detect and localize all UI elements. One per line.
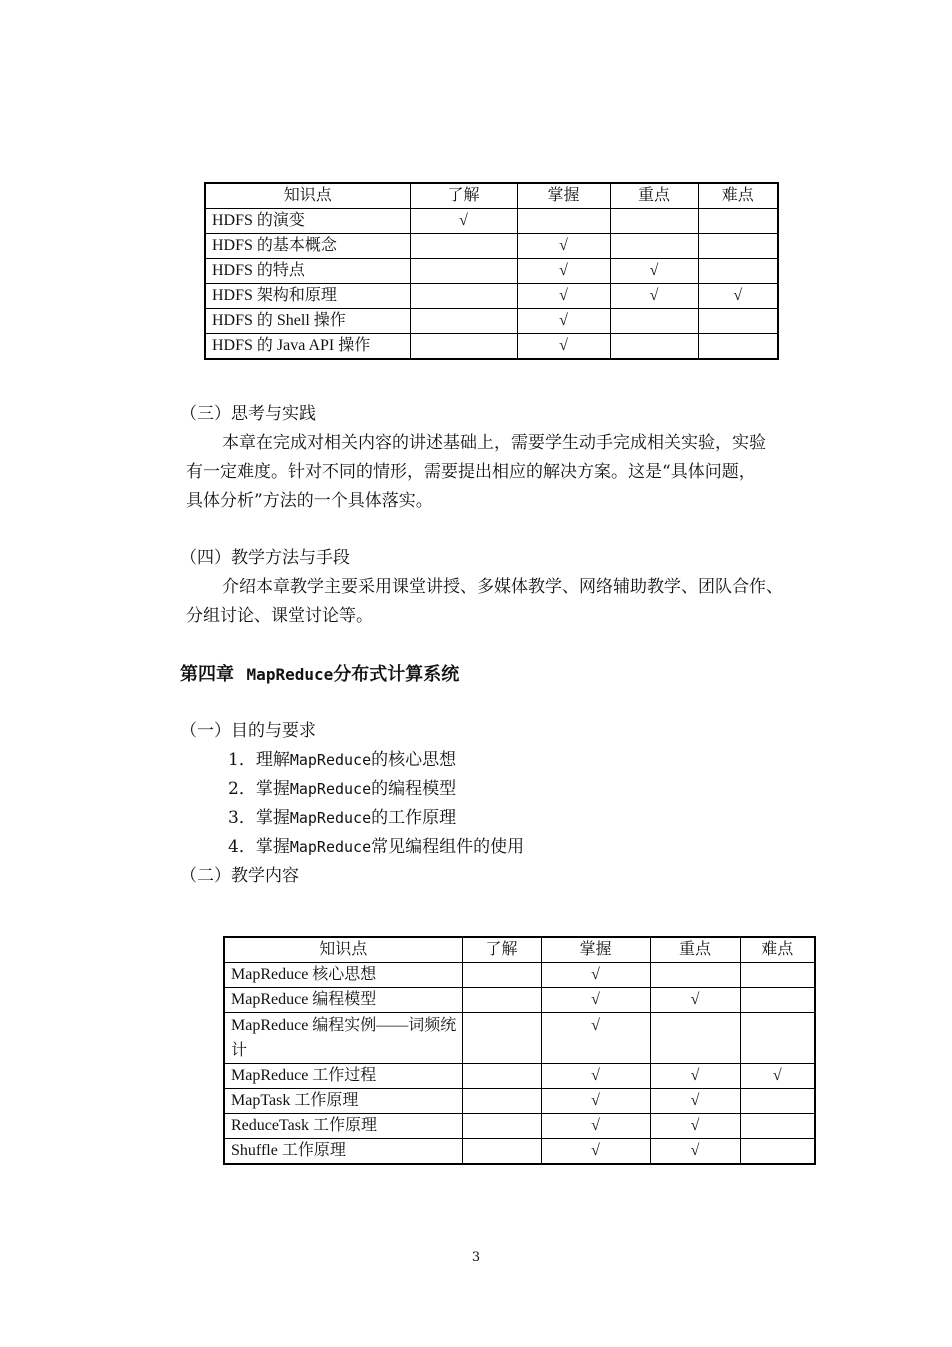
check-cell: √ xyxy=(650,1139,740,1165)
check-cell: √ xyxy=(610,259,698,284)
knowledge-point-cell: HDFS 的 Java API 操作 xyxy=(205,334,410,360)
table-header-cell: 知识点 xyxy=(224,937,462,963)
check-cell: √ xyxy=(517,309,610,334)
goal-item xyxy=(228,746,456,775)
check-cell xyxy=(517,209,610,234)
section-3-line-2: 有一定难度。针对不同的情形，需要提出相应的解决方案。这是“具体问题， xyxy=(186,462,756,482)
table-header-cell: 重点 xyxy=(650,937,740,963)
check-cell: √ xyxy=(650,1114,740,1139)
chapter-label: 第四章 xyxy=(180,664,234,685)
check-cell: √ xyxy=(740,1064,815,1089)
chapter-name: MapReduce xyxy=(246,665,334,684)
goal-term: MapReduce xyxy=(289,809,372,827)
goal-item xyxy=(228,775,456,804)
knowledge-point-cell: MapTask 工作原理 xyxy=(224,1089,462,1114)
section-4-line-1: 介绍本章教学主要采用课堂讲授、多媒体教学、网络辅助教学、团队合作、 xyxy=(222,577,783,597)
check-cell xyxy=(740,1114,815,1139)
table-header-row xyxy=(205,183,778,209)
check-cell: √ xyxy=(541,988,650,1013)
table-header-cell: 难点 xyxy=(698,183,778,209)
table-header-cell: 掌握 xyxy=(517,183,610,209)
check-cell: √ xyxy=(650,1089,740,1114)
check-cell xyxy=(650,963,740,988)
knowledge-point-cell: MapReduce 编程实例——词频统计 xyxy=(224,1013,462,1064)
goal-item xyxy=(228,804,456,833)
table-row xyxy=(224,1114,815,1139)
table-row xyxy=(224,963,815,988)
check-cell: √ xyxy=(698,284,778,309)
table-header-cell: 难点 xyxy=(740,937,815,963)
knowledge-point-cell: HDFS 的特点 xyxy=(205,259,410,284)
table-header-cell: 知识点 xyxy=(205,183,410,209)
check-cell: √ xyxy=(541,1114,650,1139)
table-header-cell: 重点 xyxy=(610,183,698,209)
table-row xyxy=(205,259,778,284)
check-cell xyxy=(698,234,778,259)
check-cell xyxy=(610,209,698,234)
check-cell xyxy=(410,334,517,360)
check-cell xyxy=(740,988,815,1013)
check-cell: √ xyxy=(517,234,610,259)
knowledge-point-cell: MapReduce 核心思想 xyxy=(224,963,462,988)
check-cell xyxy=(410,259,517,284)
table-row xyxy=(224,1139,815,1165)
goal-num: 4．掌握 xyxy=(228,837,290,857)
table-header-cell: 掌握 xyxy=(541,937,650,963)
knowledge-table-hdfs xyxy=(204,182,779,360)
table-row xyxy=(205,309,778,334)
goal-term: MapReduce xyxy=(289,838,372,856)
goal-term: MapReduce xyxy=(289,751,372,769)
check-cell xyxy=(462,1064,541,1089)
check-cell: √ xyxy=(517,334,610,360)
knowledge-table-mapreduce xyxy=(223,936,816,1165)
check-cell: √ xyxy=(541,1139,650,1165)
knowledge-point-cell: HDFS 的 Shell 操作 xyxy=(205,309,410,334)
check-cell xyxy=(698,309,778,334)
check-cell xyxy=(410,309,517,334)
chapter-title-rest: 分布式计算系统 xyxy=(333,664,460,685)
knowledge-point-cell: HDFS 的基本概念 xyxy=(205,234,410,259)
table-row xyxy=(205,334,778,360)
goal-num: 2．掌握 xyxy=(228,779,290,799)
check-cell xyxy=(610,334,698,360)
knowledge-point-cell: HDFS 的演变 xyxy=(205,209,410,234)
check-cell: √ xyxy=(410,209,517,234)
check-cell xyxy=(462,1114,541,1139)
chapter-4-title xyxy=(180,660,459,689)
check-cell xyxy=(740,963,815,988)
check-cell xyxy=(610,309,698,334)
check-cell xyxy=(410,234,517,259)
table-row xyxy=(205,209,778,234)
goal-num: 1．理解 xyxy=(228,750,290,770)
check-cell: √ xyxy=(541,1089,650,1114)
content-title: （二）教学内容 xyxy=(180,866,299,886)
goal-rest: 的编程模型 xyxy=(371,779,457,799)
section-3-title: （三）思考与实践 xyxy=(180,404,316,424)
check-cell: √ xyxy=(650,1064,740,1089)
check-cell: √ xyxy=(541,1013,650,1064)
check-cell xyxy=(410,284,517,309)
goal-item xyxy=(228,833,524,862)
knowledge-point-cell: MapReduce 工作过程 xyxy=(224,1064,462,1089)
table-header-cell: 了解 xyxy=(410,183,517,209)
check-cell xyxy=(740,1089,815,1114)
check-cell xyxy=(462,1089,541,1114)
check-cell: √ xyxy=(541,1064,650,1089)
page-number: 3 xyxy=(471,1250,481,1265)
check-cell xyxy=(462,963,541,988)
knowledge-point-cell: Shuffle 工作原理 xyxy=(224,1139,462,1165)
check-cell: √ xyxy=(650,988,740,1013)
goal-rest: 的工作原理 xyxy=(371,808,457,828)
table-row xyxy=(224,1089,815,1114)
check-cell xyxy=(650,1013,740,1064)
check-cell xyxy=(462,1139,541,1165)
goal-rest: 常见编程组件的使用 xyxy=(371,837,525,857)
check-cell xyxy=(740,1139,815,1165)
check-cell: √ xyxy=(541,963,650,988)
section-4-title: （四）教学方法与手段 xyxy=(180,548,350,568)
check-cell xyxy=(462,1013,541,1064)
check-cell xyxy=(740,1013,815,1064)
goal-num: 3．掌握 xyxy=(228,808,290,828)
goals-title: （一）目的与要求 xyxy=(180,721,316,741)
section-3-line-3: 具体分析”方法的一个具体落实。 xyxy=(186,491,433,511)
table-header-row xyxy=(224,937,815,963)
knowledge-point-cell: ReduceTask 工作原理 xyxy=(224,1114,462,1139)
table-row xyxy=(205,284,778,309)
goal-term: MapReduce xyxy=(289,780,372,798)
check-cell: √ xyxy=(610,284,698,309)
table-row xyxy=(224,1064,815,1089)
table-row xyxy=(224,988,815,1013)
table-header-cell: 了解 xyxy=(462,937,541,963)
check-cell xyxy=(698,209,778,234)
knowledge-point-cell: HDFS 架构和原理 xyxy=(205,284,410,309)
check-cell xyxy=(462,988,541,1013)
table-row xyxy=(205,234,778,259)
table-row xyxy=(224,1013,815,1064)
section-4-line-2: 分组讨论、课堂讨论等。 xyxy=(186,606,373,626)
knowledge-point-cell: MapReduce 编程模型 xyxy=(224,988,462,1013)
check-cell: √ xyxy=(517,284,610,309)
section-3-line-1: 本章在完成对相关内容的讲述基础上，需要学生动手完成相关实验，实验 xyxy=(222,433,766,453)
goal-rest: 的核心思想 xyxy=(371,750,457,770)
check-cell xyxy=(610,234,698,259)
check-cell xyxy=(698,334,778,360)
check-cell xyxy=(698,259,778,284)
check-cell: √ xyxy=(517,259,610,284)
